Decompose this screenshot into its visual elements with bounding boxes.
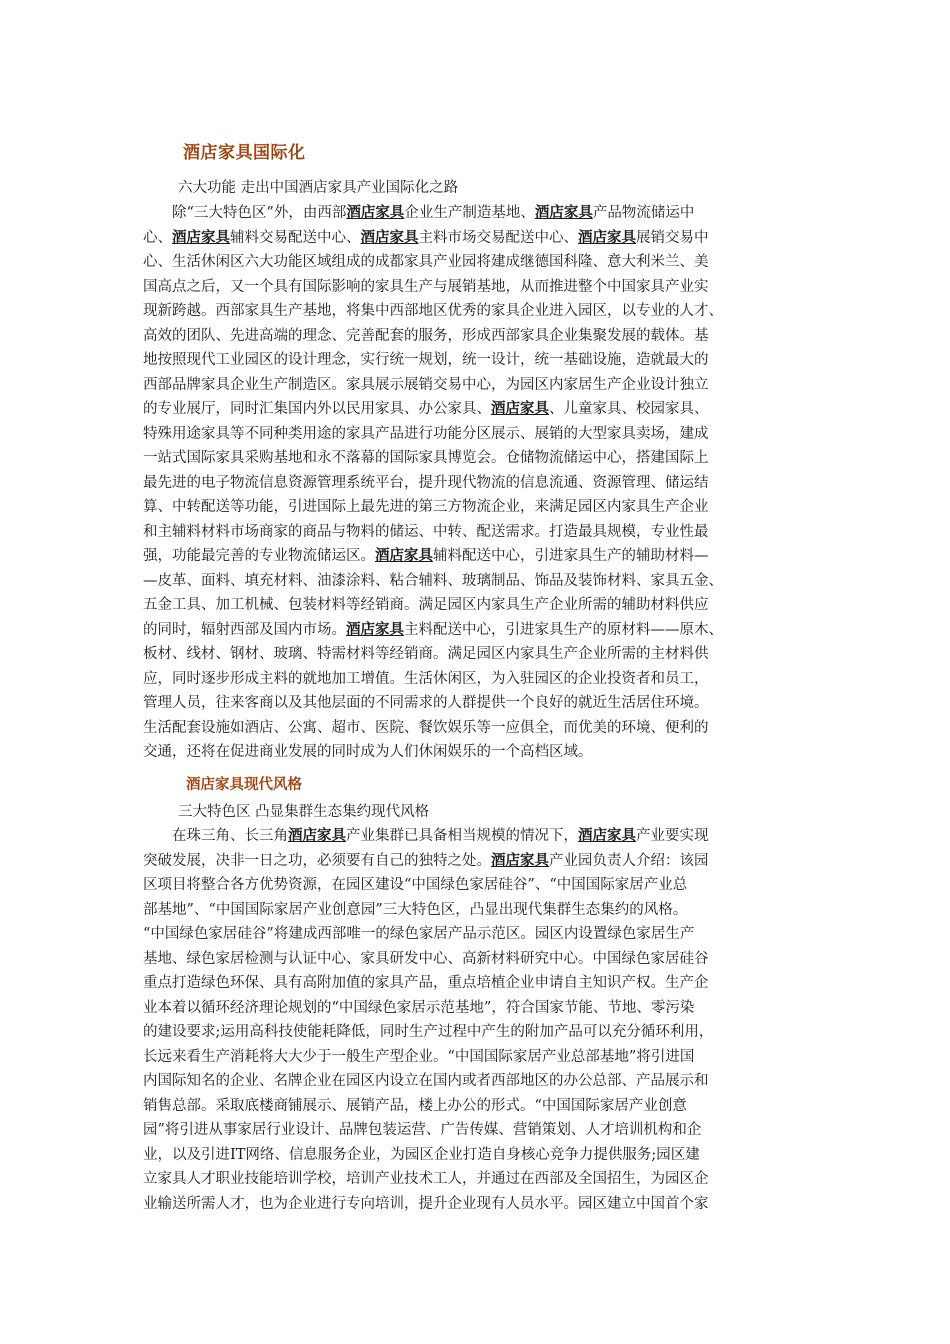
paragraph-line: 心、酒店家具辅料交易配送中心、酒店家具主料市场交易配送中心、酒店家具展销交易中 (143, 228, 709, 246)
paragraph-line: 的建设要求;运用高科技使能耗降低，同时生产过程中产生的附加产品可以充分循环利用， (143, 1024, 714, 1040)
section-heading-internationalization: 酒店家具国际化 (183, 143, 306, 163)
paragraph-line: 最先进的电子物流信息资源管理系统平台，提升现代物流的信息流通、资源管理、储运结 (143, 474, 709, 491)
paragraph-line: 突破发展，决非一日之功，必须要有自己的独特之处。酒店家具产业园负责人介绍：该园 (143, 851, 709, 869)
paragraph-line: 在珠三角、长三角酒店家具产业集群已具备相当规模的情况下，酒店家具产业要实现 (143, 827, 709, 844)
keyword-link[interactable]: 酒店家具 (375, 547, 433, 564)
keyword-link[interactable]: 酒店家具 (578, 827, 636, 844)
paragraph-line: 业本着以循环经济理论规划的“中国绿色家居示范基地”，符合国家节能、节地、零污染 (143, 999, 695, 1016)
paragraph-line: 高效的团队、先进高端的理念、完善配套的服务，形成西部家具企业集聚发展的载体。基 (143, 327, 709, 344)
paragraph-line: 一站式国际家具采购基地和永不落幕的国际家具博览会。仓储物流储运中心，搭建国际上 (143, 450, 709, 466)
paragraph-line: 交通，还将在促进商业发展的同时成为人们休闲娱乐的一个高档区域。 (143, 744, 593, 760)
paragraph-line: 区项目将整合各方优势资源，在园区建设“中国绿色家居硅谷”、“中国国际家居产业总 (143, 877, 688, 893)
paragraph-line: 除“三大特色区”外，由西部酒店家具企业生产制造基地、酒店家具产品物流储运中 (143, 204, 695, 221)
paragraph-line: 应，同时逐步形成主料的就地加工增值。生活休闲区，为入驻园区的企业投资者和员工， (143, 670, 709, 687)
paragraph-line: 销售总部。采取底楼商铺展示、展销产品，楼上办公的形式。“中国国际家居产业创意 (143, 1097, 687, 1114)
paragraph-line: “中国绿色家居硅谷”将建成西部唯一的绿色家居产品示范区。园区内设置绿色家居生产 (143, 926, 695, 942)
keyword-link[interactable]: 酒店家具 (534, 204, 593, 221)
paragraph-line: 立家具人才职业技能培训学校，培训产业技术工人，并通过在西部及全国招生，为园区企 (143, 1171, 709, 1187)
paragraph-line: 特殊用途家具等不同种类用途的家具产品进行功能分区展示、展销的大型家具卖场，建成 (143, 425, 709, 442)
paragraph-line: 业输送所需人才，也为企业进行专向培训，提升企业现有人员水平。园区建立中国首个家 (143, 1195, 709, 1212)
keyword-link[interactable]: 酒店家具 (578, 228, 636, 246)
paragraph-line: 板材、线材、钢材、玻璃、特需材料等经销商。满足园区内家具生产企业所需的主材料供 (143, 646, 709, 662)
keyword-link[interactable]: 酒店家具 (491, 851, 549, 869)
paragraph-line: —皮革、面料、填充材料、油漆涂料、粘合辅料、玻璃制品、饰品及装饰材料、家具五金、 (143, 572, 723, 589)
keyword-link[interactable]: 酒店家具 (360, 228, 419, 246)
paragraph-line: 园”将引进从事家居行业设计、品牌包装运营、广告传媒、营销策划、人才培训机构和企 (143, 1122, 702, 1138)
section-heading-modern-style: 酒店家具现代风格 (186, 776, 302, 793)
keyword-link[interactable]: 酒店家具 (346, 620, 404, 638)
paragraph-line: 生活配套设施如酒店、公寓、超市、医院、餐饮娱乐等一应俱全，而优美的环境、便利的 (143, 719, 709, 736)
paragraph-line: 现新跨越。西部家具生产基地，将集中西部地区优秀的家具企业进入园区，以专业的人才、 (143, 303, 723, 319)
keyword-link[interactable]: 酒店家具 (491, 400, 549, 417)
paragraph-line: 长远来看生产消耗将大大少于一般生产型企业。“中国国际家居产业总部基地”将引进国 (143, 1048, 695, 1065)
paragraph-line: 管理人员，往来客商以及其他层面的不同需求的人群提供一个良好的就近生活居住环境。 (143, 695, 709, 711)
paragraph-line: 重点打造绿色环保、具有高附加值的家具产品，重点培植企业申请自主知识产权。生产企 (143, 975, 709, 991)
keyword-link[interactable]: 酒店家具 (172, 228, 230, 246)
paragraph-line: 的同时，辐射西部及国内市场。酒店家具主料配送中心，引进家具生产的原材料——原木、 (143, 620, 723, 638)
paragraph-line: 和主辅料材料市场商家的商品与物料的储运、中转、配送需求。打造最具规模，专业性最 (143, 523, 709, 540)
paragraph-line: 部基地”、“中国国际家居产业创意园”三大特色区，凸显出现代集群生态集约的风格。 (143, 901, 688, 918)
section-subheading-six-functions: 六大功能 走出中国酒店家具产业国际化之路 (178, 180, 459, 196)
paragraph-line: 基地、绿色家居检测与认证中心、家具研发中心、高新材料研究中心。中国绿色家居硅谷 (143, 950, 709, 967)
paragraph-line: 内国际知名的企业、名牌企业在园区内设立在国内或者西部地区的办公总部、产品展示和 (143, 1073, 709, 1089)
paragraph-line: 五金工具、加工机械、包装材料等经销商。满足园区内家具生产企业所需的辅助材料供应 (143, 597, 709, 613)
section-subheading-three-zones: 三大特色区 凸显集群生态集约现代风格 (178, 804, 430, 820)
keyword-link[interactable]: 酒店家具 (288, 827, 346, 844)
paragraph-line: 国高点之后，又一个具有国际影响的家具生产与展销基地，从而推进整个中国家具产业实 (143, 278, 709, 295)
body-paragraph-2 (143, 824, 815, 1216)
paragraph-line: 算、中转配送等功能，引进国际上最先进的第三方物流企业，来满足园区内家具生产企业 (143, 499, 709, 515)
paragraph-line: 心、生活休闲区六大功能区域组成的成都家具产业园将建成继德国科隆、意大利米兰、美 (143, 254, 709, 270)
paragraph-line: 业，以及引进IT网络、信息服务企业，为园区企业打造自身核心竞争力提供服务;园区建 (143, 1146, 700, 1163)
paragraph-line: 的专业展厅，同时汇集国内外以民用家具、办公家具、酒店家具、儿童家具、校园家具、 (143, 400, 709, 417)
paragraph-line: 西部品牌家具企业生产制造区。家具展示展销交易中心，为园区内家居生产企业设计独立 (143, 376, 709, 393)
body-paragraph-1 (143, 201, 815, 765)
keyword-link[interactable]: 酒店家具 (346, 204, 405, 221)
paragraph-line: 强，功能最完善的专业物流储运区。酒店家具辅料配送中心，引进家具生产的辅助材料— (143, 547, 709, 564)
paragraph-line: 地按照现代工业园区的设计理念，实行统一规划，统一设计，统一基础设施，造就最大的 (143, 352, 709, 368)
